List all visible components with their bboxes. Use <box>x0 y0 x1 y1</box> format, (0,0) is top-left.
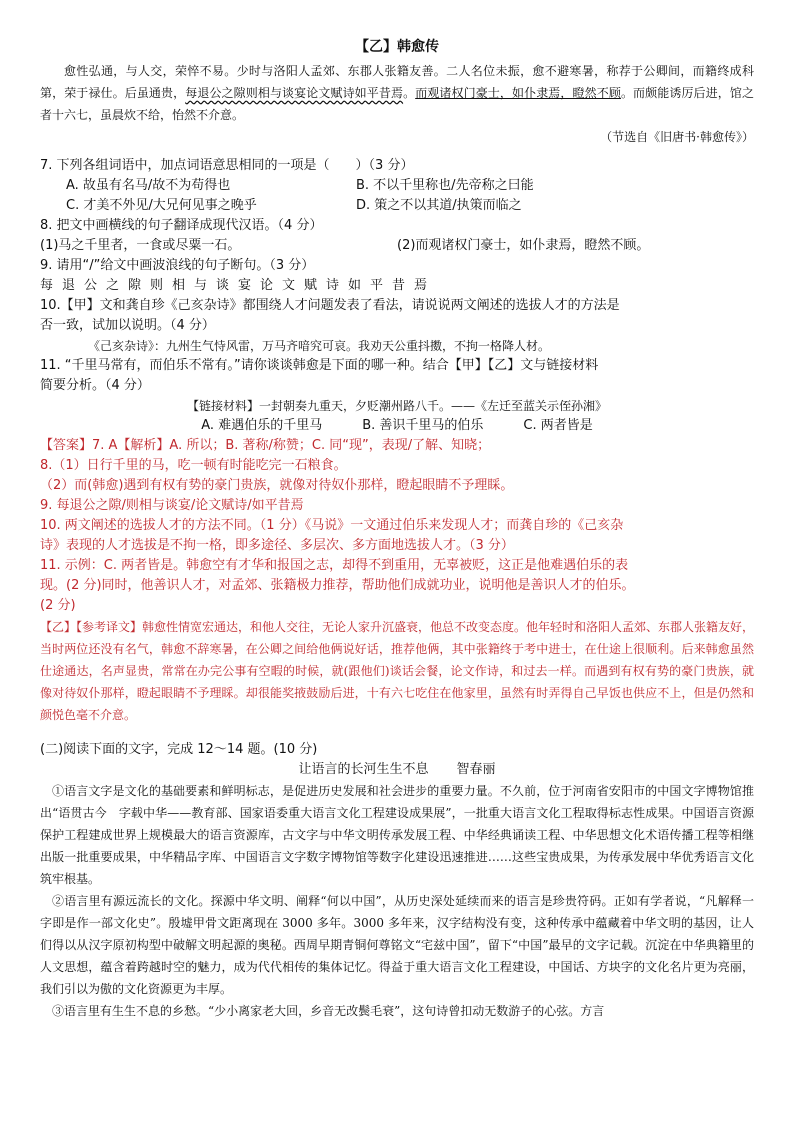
question-11-link-material: 【链接材料】一封朝奏九重天，夕贬潮州路八千。——《左迁至蓝关示侄孙湘》 <box>186 399 607 413</box>
question-8-item-2: (2)而观诸权门豪士，如仆隶焉，瞪然不顾。 <box>397 238 650 253</box>
passage-b-title: 【乙】韩愈传 <box>355 39 439 55</box>
article-paragraph: ③语言里有生生不息的乡愁。“少小离家老大回，乡音无改鬓毛衰”，这句诗曾扣动无数游子的心弦。方言 <box>52 1004 605 1018</box>
choice-b: B. 善识千里马的伯乐 <box>362 418 484 433</box>
answer-line: 8.（1）日行千里的马，吃一顿有时能吃完一石粮食。 <box>40 458 347 473</box>
wavy-underlined-sentence: 每退公之隙则相与谈宴论文赋诗如平昔焉 <box>185 86 404 100</box>
question-7-stem: 7. 下列各组词语中，加点词语意思相同的一项是（ ）（3 分） <box>40 158 414 173</box>
article-title-line <box>40 760 754 780</box>
question-8-stem: 8. 把文中画横线的句子翻译成现代汉语。（4 分） <box>40 218 323 233</box>
answer-line: 10. 两文阐述的选拔人才的方法不同。（1 分）《马说》一文通过伯乐来发现人才；而龚自珍的《己亥杂 <box>40 518 624 533</box>
choice-a: A. 难遇伯乐的千里马 <box>201 418 323 433</box>
article-paragraph: ②语言里有源远流长的文化。探源中华文明、阐释“何以中国”，从历史深处延续而来的语言是珍贵符码。正如有学者说，“凡解释一字即是作一部文化史”。殷墟甲骨文距离现在 3000 多年。3000 多年来，汉字结构没有变，这种传承中蕴藏着中华文明的基因，让人们得以从汉字原初构型中破解文明起源的奥秘。西周早期青铜何尊铭文“宅兹中国”，留下“中国”最早的文字记载。沉淀在中华典籍里的人文思想，蕴含着跨越时空的魅力，成为代代相传的集体记忆。得益于重大语言文化工程建设，中国话、方块字的文化名片更为亮丽，我们引以为傲的文化资源更为丰厚。 <box>40 894 754 996</box>
option-c: C. 才美不外见/大兄何见事之晚乎 <box>66 198 257 213</box>
article-paragraph: ①语言文字是文化的基础要素和鲜明标志，是促进历史发展和社会进步的重要力量。不久前，位于河南省安阳市的中国文字博物馆推出“语贯古今 字载中华——教育部、国家语委重大语言文化工程建设成果展”，一批重大语言文化工程取得标志性成果。中国语言资源保护工程建成世界上规模最大的语言资源库，古文字与中华文明传承发展工程、中华经典诵读工程、中华思想文化术语传播工程等相继出版一批重要成果，中华精品字库、中国语言文字数字博物馆等数字化建设迅速推进……这些宝贵成果，为传承发展中华优秀语言文化筑牢根基。 <box>40 784 754 886</box>
answer-line: 【答案】7. A【解析】A. 所以；B. 著称/称赞；C. 同“现”，表现/了解、知晓； <box>40 438 491 453</box>
question-8-items <box>40 236 754 256</box>
question-10-poem: 《己亥杂诗》：九州生气恃风雷，万马齐喑究可哀。我劝天公重抖擞，不拘一格降人材。 <box>88 339 551 353</box>
answer-block <box>40 436 754 616</box>
answer-line: （2）而(韩愈)遇到有权有势的豪门贵族，就像对待奴仆那样，瞪起眼睛不予理睬。 <box>40 478 514 493</box>
passage-b-text <box>40 60 754 126</box>
question-10-stem-line-2: 否一致，试加以说明。（4 分） <box>40 318 215 333</box>
question-11-stem-line-2: 简要分析。（4 分） <box>40 378 150 393</box>
article-author: 智春丽 <box>456 762 496 777</box>
option-a: A. 故虽有名马/故不为苟得也 <box>66 178 231 193</box>
question-8-item-1: (1)马之千里者，一食或尽粟一石。 <box>40 238 241 253</box>
question-11-choices <box>40 416 754 436</box>
section-2-heading: (二)阅读下面的文字，完成 12～14 题。(10 分) <box>40 742 318 757</box>
reference-translation: 【乙】【参考译文】韩愈性情宽宏通达，和他人交往，无论人家升沉盛衰，他总不改变态度。他年轻时和洛阳人孟郊、东郡人张籍友好，当时两位还没有名气，韩愈不辞寒暑，在公卿之间给他俩说好话，推荐他俩，其中张籍终于考中进士，在仕途上很顺利。后来韩愈虽然仕途通达，名声显贵，常常在办完公事有空暇的时候，就(跟他们)谈话会餐，论文作诗，和过去一样。而遇到有权有势的豪门贵族，就像对待奴仆那样，瞪起眼睛不予理睬。却很能奖掖鼓励后进，十有六七吃住在他家里，虽然有时弄得自己早饭也供应不上，但是仍然和颜悦色毫不介意。 <box>40 620 755 722</box>
question-11-stem-line-1: 11. “千里马常有，而伯乐不常有。”请你谈谈韩愈是下面的哪一种。结合【甲】【乙】文与链接材料 <box>40 358 599 373</box>
question-7-options <box>40 176 754 216</box>
exam-page <box>40 36 754 1022</box>
passage-b-text-1: 愈性弘通，与人交，荣悴不易。少时与洛阳人孟郊、东郡人张籍友善。二人名位未振，愈不避寒暑，称荐于公卿间，而籍终成科第，荣于禄仕。后虽通贵， <box>40 64 754 100</box>
question-9-stem: 9. 请用“/”给文中画波浪线的句子断句。（3 分） <box>40 258 315 273</box>
passage-b-text-3: 。而颇能诱厉后进，馆之者十六七，虽晨炊不给，怡然不介意。 <box>40 86 754 122</box>
answer-line: 9. 每退公之隙/则相与谈宴/论文赋诗/如平昔焉 <box>40 498 304 513</box>
choice-c: C. 两者皆是 <box>523 418 593 433</box>
answer-line: 现。(2 分)同时，他善识人才，对孟郊、张籍极力推荐，帮助他们成就功业，说明他是善识人才的伯乐。 <box>40 578 635 593</box>
option-b: B. 不以千里称也/先帝称之曰能 <box>356 178 534 193</box>
passage-b-source: （节选自《旧唐书·韩愈传》） <box>600 130 754 144</box>
article-title: 让语言的长河生生不息 <box>298 762 429 777</box>
answer-line: 11. 示例：C. 两者皆是。韩愈空有才华和报国之志，却得不到重用，无辜被贬，这正是他难遇伯乐的表 <box>40 558 629 573</box>
passage-b-text-2: 。 <box>403 86 416 100</box>
question-9-sentence: 每退公之隙则相与谈宴论文赋诗如平昔焉 <box>40 278 437 293</box>
question-10-stem-line-1: 10.【甲】文和龚自珍《己亥杂诗》都围绕人才问题发表了看法，请说说两文阐述的选拔人才的方法是 <box>40 298 620 313</box>
answer-line: (2 分) <box>40 598 76 613</box>
option-d: D. 策之不以其道/执策而临之 <box>356 198 522 213</box>
underlined-sentence: 而观诸权门豪士，如仆隶焉，瞪然不顾 <box>415 86 621 100</box>
answer-line: 诗》表现的人才选拔是不拘一格，即多途径、多层次、多方面地选拔人才。（3 分） <box>40 538 514 553</box>
